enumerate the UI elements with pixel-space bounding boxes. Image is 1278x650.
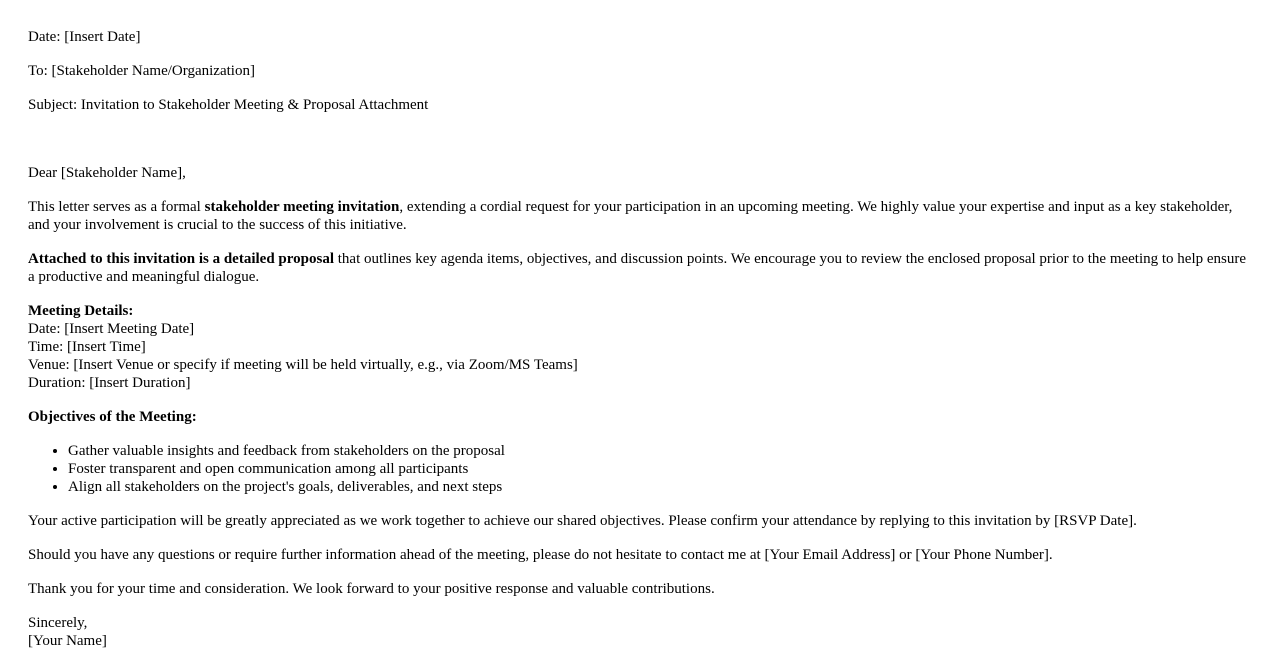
closing: [28, 614, 1250, 650]
signoff: Sincerely,: [28, 615, 88, 631]
objectives-heading-text: Objectives of the Meeting:: [28, 409, 197, 425]
intro-prefix: This letter serves as a formal: [28, 199, 205, 215]
thanks-paragraph: Thank you for your time and consideration. We look forward to your positive response and valuable contributions.: [28, 581, 715, 597]
sender-name: [Your Name]: [28, 633, 107, 649]
objectives-heading: [28, 408, 1250, 426]
list-item: • Gather valuable insights and feedback from stakeholders on the proposal: [68, 442, 1250, 460]
intro-emphasis: stakeholder meeting invitation: [204, 199, 400, 215]
subject-line: Subject: Invitation to Stakeholder Meeting & Proposal Attachment: [28, 97, 429, 113]
intro-paragraph: [28, 198, 1250, 234]
meeting-details-heading-text: Meeting Details:: [28, 303, 134, 319]
meeting-details-heading: [28, 302, 1250, 320]
list-item: • Foster transparent and open communication among all participants: [68, 460, 1250, 478]
meeting-date: Date: [Insert Meeting Date]: [28, 321, 195, 337]
meeting-duration: Duration: [Insert Duration]: [28, 375, 191, 391]
rsvp-paragraph: Your active participation will be greatly appreciated as we work together to achieve our shared objectives. Please confirm your attendance by replying to this invitation by [RSVP Date].: [28, 513, 1137, 529]
contact-paragraph: Should you have any questions or require further information ahead of the meeting, please do not hesitate to contact me at [Your Email Address] or [Your Phone Number].: [28, 547, 1053, 563]
attachment-paragraph: [28, 250, 1250, 286]
list-item: • Align all stakeholders on the project's goals, deliverables, and next steps: [68, 478, 1250, 496]
intro-suffix: , extending a cordial request for your participation in an upcoming meeting. We highly value your expertise and input as a key stakeholder, and your involvement is crucial to the success of this initiative.: [28, 199, 1233, 233]
meeting-details: [28, 302, 1250, 392]
objectives-list: [28, 442, 1250, 496]
attachment-emphasis: Attached to this invitation is a detailed proposal: [28, 251, 334, 267]
salutation: Dear [Stakeholder Name],: [28, 165, 186, 181]
recipient-line: To: [Stakeholder Name/Organization]: [28, 63, 255, 79]
date-line: Date: [Insert Date]: [28, 29, 141, 45]
attachment-suffix: that outlines key agenda items, objectives, and discussion points. We encourage you to review the enclosed proposal prior to the meeting to help ensure a productive and meaningful dialogue.: [28, 251, 1247, 285]
meeting-time: Time: [Insert Time]: [28, 339, 146, 355]
meeting-venue: Venue: [Insert Venue or specify if meeting will be held virtually, e.g., via Zoom/MS Teams]: [28, 357, 578, 373]
